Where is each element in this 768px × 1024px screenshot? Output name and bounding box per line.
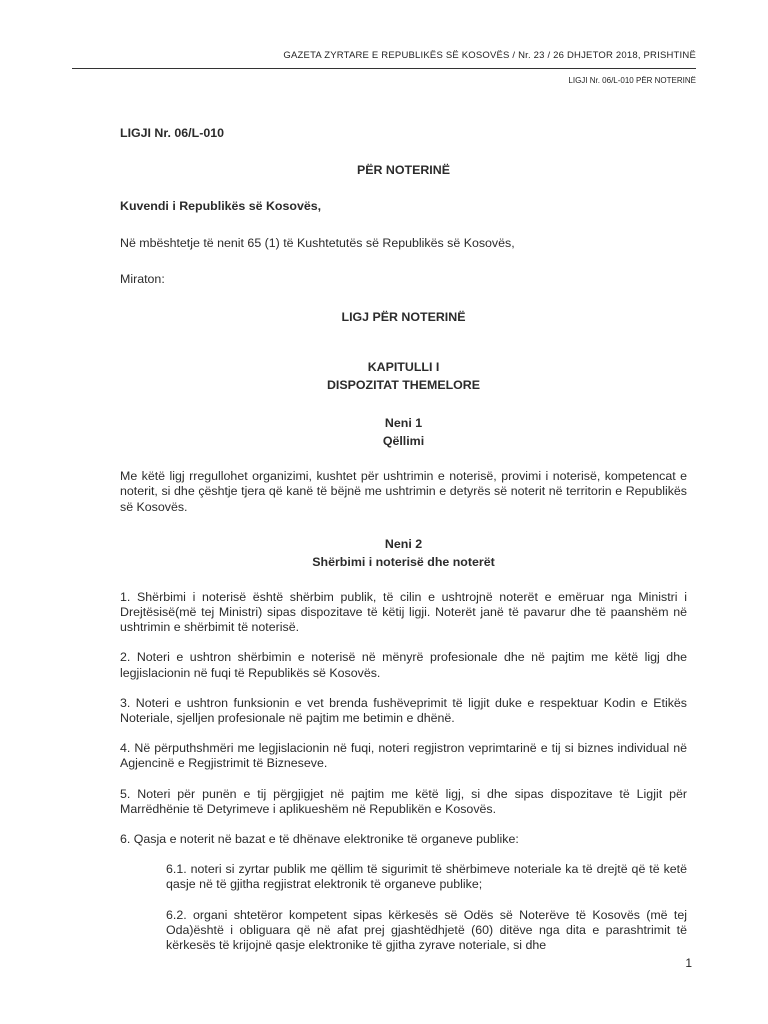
adopts-line: Miraton:: [120, 271, 165, 286]
chapter-heading: [120, 358, 687, 394]
article-2-subparagraph: 6.1. noteri si zyrtar publik me qëllim të sigurimit të shërbimeve noteriale ka të drejtë që të ketë qasje në të gjitha regjistrat elektronik të organeve publike;: [166, 862, 687, 892]
chapter-name: DISPOZITAT THEMELORE: [326, 378, 481, 393]
legal-basis: Në mbështetje të nenit 65 (1) të Kushtetutës së Republikës së Kosovës,: [120, 235, 515, 250]
article-2-subparagraph: 6.2. organi shtetëror kompetent sipas kërkesës së Odës së Noterëve të Kosovës (më tej Oda)është i obliguara që në afat prej gjashtëdhjetë (60) ditëve nga dita e parashtrimit të kërkesës të krijojnë qasje elektronike të gjitha zyrave noteriale, si dhe: [166, 907, 687, 953]
law-reference-header: LIGJI Nr. 06/L-010 PËR NOTERINË: [568, 76, 696, 85]
article-number: Neni 1: [384, 416, 423, 431]
article-2-paragraph: 2. Noteri e ushtron shërbimin e noterisë në mënyrë profesionale dhe në pajtim me këtë ligj dhe legjislacionin në fuqi të Republikës së Kosovës.: [120, 650, 687, 680]
chapter-number: KAPITULLI I: [367, 360, 440, 375]
law-subject-title: PËR NOTERINË: [357, 163, 450, 178]
article-name: Qëllimi: [382, 434, 425, 449]
article-2-paragraph: 5. Noteri për punën e tij përgjigjet në pajtim me këtë ligj, si dhe sipas dispozitave të Ligjit për Marrëdhënie të Detyrimeve i aplikueshëm në Republikën e Kosovës.: [120, 786, 687, 816]
document-body: [120, 126, 687, 953]
law-title: LIGJ PËR NOTERINË: [341, 310, 466, 325]
page-number: 1: [685, 956, 692, 970]
article-2-paragraph: 1. Shërbimi i noterisë është shërbim publik, të cilin e ushtrojnë noterët e emëruar nga Ministri i Drejtësisë(më tej Ministri) sipas dispozitave të këtij ligji. Noterët janë të pavarur dhe të paanshëm në ushtrimin e shërbimit të noterisë.: [120, 589, 687, 635]
header-rule: [72, 68, 696, 69]
article-1-text: Me këtë ligj rregullohet organizimi, kushtet për ushtrimin e noterisë, provimi i noterisë, kompetencat e noterit, si dhe çështje tjera që kanë të bëjnë me ushtrimin e detyrës së noterit në territorin e Republikës së Kosovës.: [120, 469, 687, 514]
gazette-header: GAZETA ZYRTARE E REPUBLIKËS SË KOSOVËS / Nr. 23 / 26 DHJETOR 2018, PRISHTINË: [283, 50, 696, 61]
article-1-heading: [120, 414, 687, 450]
article-name: Shërbimi i noterisë dhe noterët: [312, 554, 495, 569]
article-2-heading: [120, 535, 687, 571]
article-2-paragraph: 6. Qasja e noterit në bazat e të dhënave elektronike të organeve publike:: [120, 832, 519, 847]
article-2-paragraph: 3. Noteri e ushtron funksionin e vet brenda fushëveprimit të ligjit duke e respektuar Kodin e Etikës Noteriale, sjelljen profesionale në pajtim me betimin e dhënë.: [120, 695, 687, 726]
article-2-paragraph: 4. Në përputhshmëri me legjislacionin në fuqi, noteri regjistron veprimtarinë e tij si biznes individual në Agjencinë e Regjistrimit të Bizneseve.: [120, 741, 687, 771]
law-number: LIGJI Nr. 06/L-010: [120, 126, 224, 140]
assembly-line: Kuvendi i Republikës së Kosovës,: [120, 199, 322, 214]
article-number: Neni 2: [384, 536, 423, 551]
